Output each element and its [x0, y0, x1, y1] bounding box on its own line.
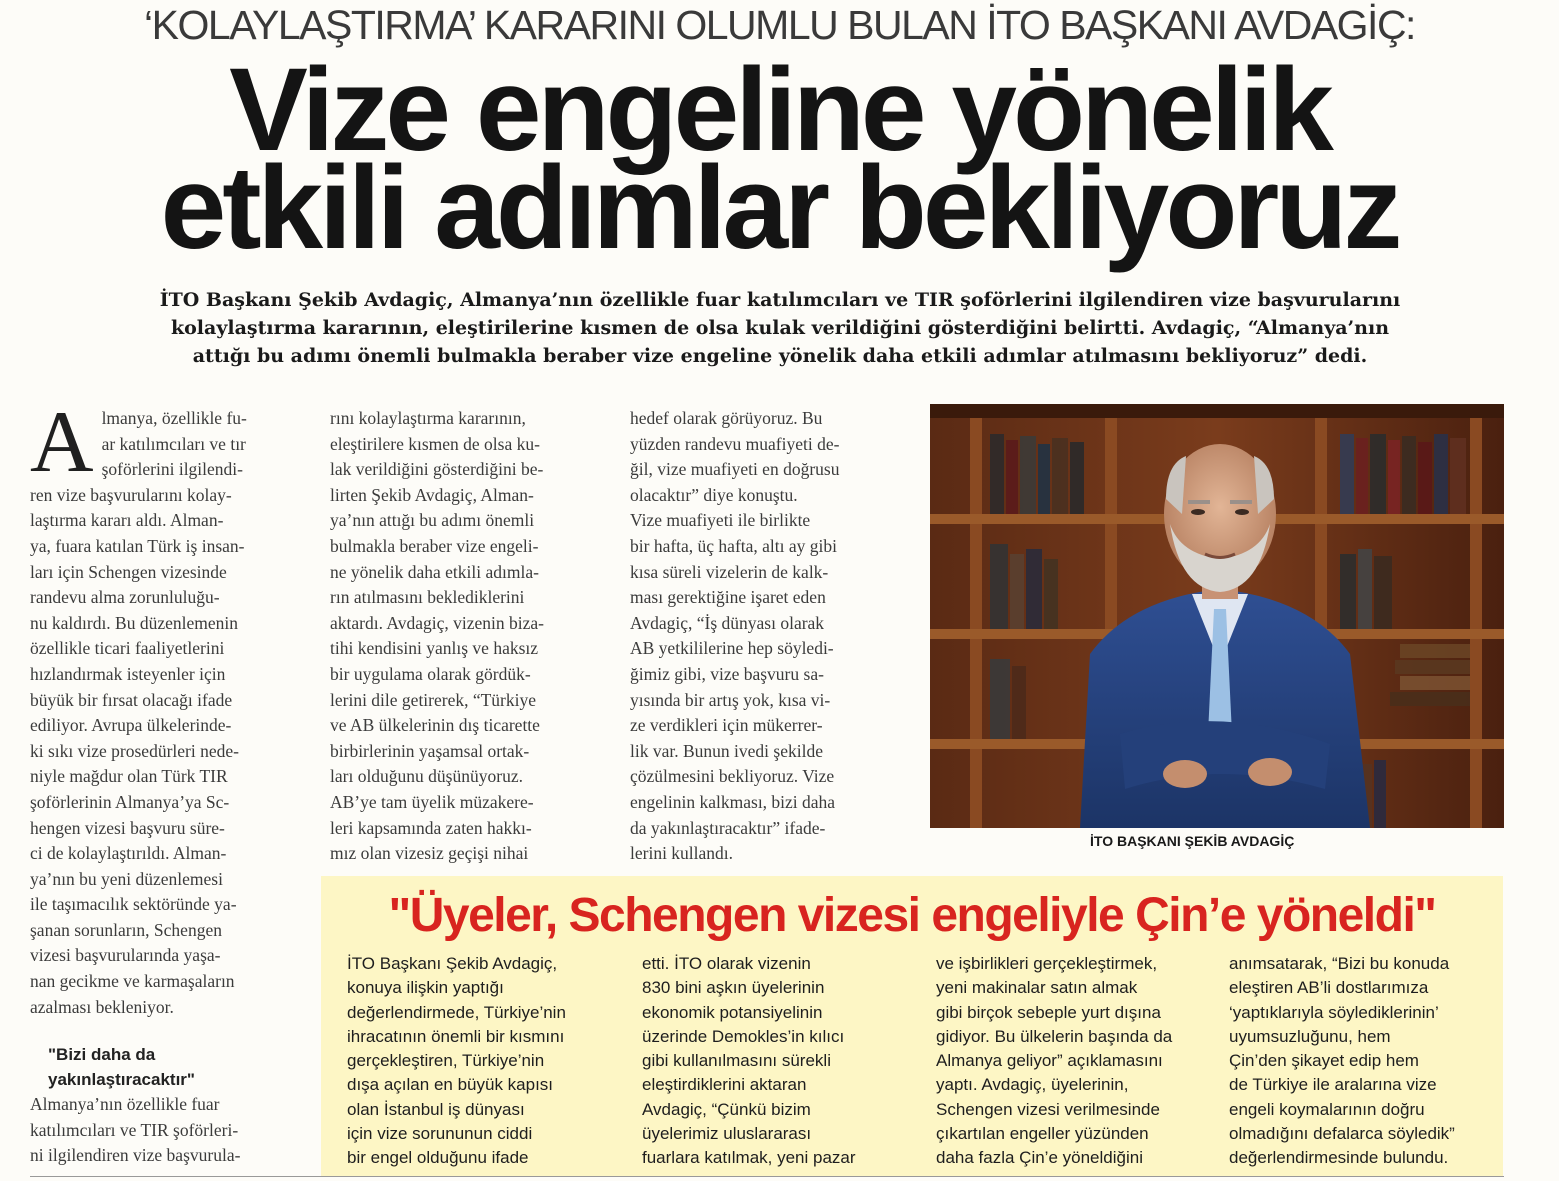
text-line: vizesi başvurularında yaşa-: [30, 945, 221, 966]
text-line: ediliyor. Avrupa ülkelerinde-: [30, 715, 232, 736]
box-text-line: yeni makinalar satın almak: [936, 978, 1138, 998]
box-text-line: bir engel olduğunu ifade: [347, 1148, 529, 1168]
text-line: ması gerektiğine işaret eden: [630, 587, 826, 608]
text-line: leri kapsamında zaten hakkı-: [330, 817, 532, 838]
box-text-line: gibi kullanılmasını sürekli: [642, 1051, 831, 1071]
text-line: büyük bir fırsat olacağı ifade: [30, 689, 233, 710]
text-line: katılımcıları ve TIR şoförleri-: [30, 1119, 239, 1140]
text-line: engelinin kalkması, bizi daha: [630, 791, 836, 812]
portrait-photo: [930, 404, 1504, 828]
text-line: lirten Şekib Avdagiç, Alman-: [330, 484, 534, 505]
box-text-line: üyelerimiz uluslararası: [642, 1124, 812, 1144]
text-line: mız olan vizesiz geçişi nihai: [330, 843, 529, 864]
box-text-line: gerçekleştiren, Türkiye’nin: [347, 1051, 545, 1071]
box-text-line: dışa açılan en büyük kapısı: [347, 1075, 554, 1095]
spot-line: İTO Başkanı Şekib Avdagiç, Almanya’nın özellikle fuar katılımcıları ve TIR şoförlerini ilgilendiren vize başvurularını: [159, 289, 1401, 311]
box-text-line: Çin’den şikayet edip hem: [1229, 1051, 1419, 1071]
text-line: randevu alma zorunluluğu-: [30, 587, 220, 608]
headline-line-1: Vize engeline yönelik: [229, 44, 1330, 176]
text-line: ğil, vize muafiyeti en doğrusu: [630, 459, 840, 480]
article-column-1: [30, 394, 300, 1169]
box-text-line: İTO Başkanı Şekib Avdagiç,: [347, 954, 558, 973]
text-line: hızlandırmak isteyenler için: [30, 663, 226, 684]
box-text-line: değerlendirmede, Türkiye’nin: [347, 1002, 566, 1022]
text-line: da yakınlaştıracaktır” ifade-: [630, 817, 826, 838]
text-line: lerini kullandı.: [630, 843, 734, 864]
text-line: özellikle ticari faaliyetlerini: [30, 638, 225, 659]
box-text-line: ekonomik potansiyelinin: [642, 1002, 823, 1022]
text-line: laştırma kararı aldı. Alman-: [30, 510, 224, 531]
box-text-line: anımsatarak, “Bizi bu konuda: [1229, 954, 1450, 973]
text-line: hedef olarak görüyoruz. Bu: [630, 408, 823, 428]
bottom-rule: [30, 1176, 1504, 1177]
text-line: rını kolaylaştırma kararının,: [330, 408, 526, 428]
box-text-line: ve işbirlikleri gerçekleştirmek,: [936, 954, 1158, 973]
photo-caption: İTO BAŞKANI ŞEKİB AVDAGİÇ: [1090, 833, 1295, 849]
text-line: ki sıkı vize prosedürleri nede-: [30, 740, 239, 761]
box-title: "Üyeler, Schengen vizesi engeliyle Çin’e yöneldi": [388, 889, 1436, 942]
text-line: olacaktır” diye konuştu.: [630, 484, 798, 505]
box-column-1: [347, 952, 615, 1171]
box-text-line: fuarlara katılmak, yeni pazar: [642, 1148, 856, 1168]
spot-line: kolaylaştırma kararının, eleştirilerine kısmen de olsa kulak verildiğini gösterdiğini belirtti. Avdagiç, “Almanya’nın: [170, 317, 1390, 339]
text-line: rın atılmasını beklediklerini: [330, 587, 525, 608]
text-line: ya’nın attığı bu adımı önemli: [330, 510, 535, 531]
text-line: eleştirilere kısmen de olsa ku-: [330, 433, 540, 454]
box-text-line: değerlendirmesinde bulundu.: [1229, 1148, 1449, 1168]
text-line: AB’ye tam üyelik müzakere-: [330, 791, 534, 812]
text-line: ci de kolaylaştırıldı. Alman-: [30, 843, 227, 864]
text-line: yısında bir artış yok, kısa vi-: [630, 689, 831, 710]
text-line: tihi kendisini yanlış ve haksız: [330, 638, 539, 659]
text-line: lik var. Bunun ivedi şekilde: [630, 740, 823, 761]
text-line: ze verdikleri için mükerrer-: [630, 715, 823, 736]
text-line: çözülmesini bekliyoruz. Vize: [630, 766, 835, 787]
spot-line: attığı bu adımı önemli bulmakla beraber vize engeline yönelik daha etkili adımlar atılmasını bekliyoruz” dedi.: [192, 345, 1368, 367]
box-column-3: [936, 952, 1204, 1171]
box-text-line: yaptı. Avdagiç, üyelerinin,: [936, 1075, 1129, 1095]
box-text-line: Schengen vizesi verilmesinde: [936, 1099, 1160, 1119]
box-text-line: konuya ilişkin yaptığı: [347, 978, 504, 998]
article-column-3: [630, 406, 902, 867]
box-text-line: ihracatının önemli bir kısmını: [347, 1026, 565, 1046]
text-line: ları için Schengen vizesinde: [30, 561, 227, 582]
box-text-line: engeli koymalarının doğru: [1229, 1099, 1425, 1119]
box-text-line: 830 bini aşkın üyelerinin: [642, 978, 825, 998]
text-line: bulmakla beraber vize engeli-: [330, 535, 539, 556]
text-line: şanan sorunların, Schengen: [30, 919, 222, 940]
text-line: ar katılımcıları ve tır: [101, 433, 246, 454]
box-column-2: [642, 952, 910, 1171]
text-line: birbirlerinin yaşamsal ortak-: [330, 740, 530, 761]
box-text-line: Almanya geliyor” açıklamasını: [936, 1051, 1163, 1071]
box-text-line: eleştiren AB’li dostlarımıza: [1229, 978, 1429, 998]
spot-text: [30, 286, 1530, 370]
box-text-line: çıkartılan engeller yüzünden: [936, 1124, 1149, 1144]
kicker: ‘KOLAYLAŞTIRMA’ KARARINI OLUMLU BULAN İTO BAŞKANI AVDAGİÇ:: [144, 2, 1415, 48]
text-line: ile taşımacılık sektöründe ya-: [30, 894, 237, 915]
box-column-4: [1229, 952, 1497, 1171]
box-text-line: olmadığını defalarca söyledik”: [1229, 1124, 1455, 1144]
drop-cap: A: [30, 394, 94, 491]
text-line: nan gecikme ve karmaşaların: [30, 971, 235, 992]
text-line: Almanya’nın özellikle fuar: [30, 1094, 220, 1115]
text-line: ya, fuara katılan Türk iş insan-: [30, 535, 245, 556]
text-line: lmanya, özellikle fu-: [101, 408, 247, 428]
text-line: ve AB ülkelerinin dış ticarette: [330, 715, 540, 736]
box-text-line: de Türkiye ile aralarına vize: [1229, 1075, 1437, 1095]
box-text-line: gidiyor. Bu ülkelerin başında da: [936, 1026, 1173, 1046]
text-line: aktardı. Avdagiç, vizenin biza-: [330, 612, 544, 633]
text-line: lak verildiğini gösterdiğini be-: [330, 459, 544, 480]
subheading-line: "Bizi daha da: [48, 1045, 156, 1065]
text-line: lerini dile getirerek, “Türkiye: [330, 689, 537, 710]
box-text-line: eleştirdiklerini aktaran: [642, 1075, 807, 1095]
portrait-illustration: [930, 404, 1504, 828]
text-line: ğimiz gibi, vize başvuru sa-: [630, 663, 824, 684]
text-line: bir uygulama olarak gördük-: [330, 663, 531, 684]
text-line: ya’nın bu yeni düzenlemesi: [30, 868, 223, 889]
box-text-line: olan İstanbul iş dünyası: [347, 1099, 525, 1119]
column-1-body: [30, 483, 300, 1020]
subheading: [48, 1042, 300, 1092]
text-line: nu kaldırdı. Bu düzenlemenin: [30, 612, 239, 633]
column-1-after: [30, 1092, 300, 1169]
text-line: yüzden randevu muafiyeti de-: [630, 433, 840, 454]
box-text-line: için vize sorununun ciddi: [347, 1124, 533, 1144]
text-line: AB yetkililerine hep söyledi-: [630, 638, 834, 659]
text-line: şoförlerini ilgilendi-: [101, 459, 243, 480]
text-line: ne yönelik daha etkili adımla-: [330, 561, 539, 582]
box-text-line: etti. İTO olarak vizenin: [642, 954, 811, 973]
text-line: hengen vizesi başvuru süre-: [30, 817, 225, 838]
text-line: bir hafta, üç hafta, altı ay gibi: [630, 535, 838, 556]
subheading-line: yakınlaştıracaktır": [48, 1070, 195, 1090]
headline-line-2: etkili adımlar bekliyoruz: [160, 142, 1399, 274]
text-line: kısa süreli vizelerin de kalk-: [630, 561, 829, 582]
box-text-line: üzerinde Demokles’in kılıcı: [642, 1026, 845, 1046]
text-line: Vize muafiyeti ile birlikte: [630, 510, 811, 531]
box-text-line: gibi birçok sebeple yurt dışına: [936, 1002, 1161, 1022]
box-text-line: ‘yaptıklarıyla söylediklerinin’: [1229, 1002, 1439, 1022]
text-line: azalması bekleniyor.: [30, 996, 174, 1017]
box-text-line: daha fazla Çin’e yöneldiğini: [936, 1148, 1143, 1168]
article-column-2: [330, 406, 602, 867]
text-line: ni ilgilendiren vize başvurula-: [30, 1145, 241, 1166]
text-line: ren vize başvurularını kolay-: [30, 484, 232, 505]
box-text-line: Avdagiç, “Çünkü bizim: [642, 1099, 811, 1119]
text-line: niyle mağdur olan Türk TIR: [30, 766, 228, 787]
text-line: Avdagiç, “İş dünyası olarak: [630, 612, 825, 633]
box-text-line: uyumsuzluğunu, hem: [1229, 1026, 1391, 1046]
text-line: şoförlerinin Almanya’ya Sc-: [30, 791, 230, 812]
text-line: ları olduğunu düşünüyoruz.: [330, 766, 523, 787]
